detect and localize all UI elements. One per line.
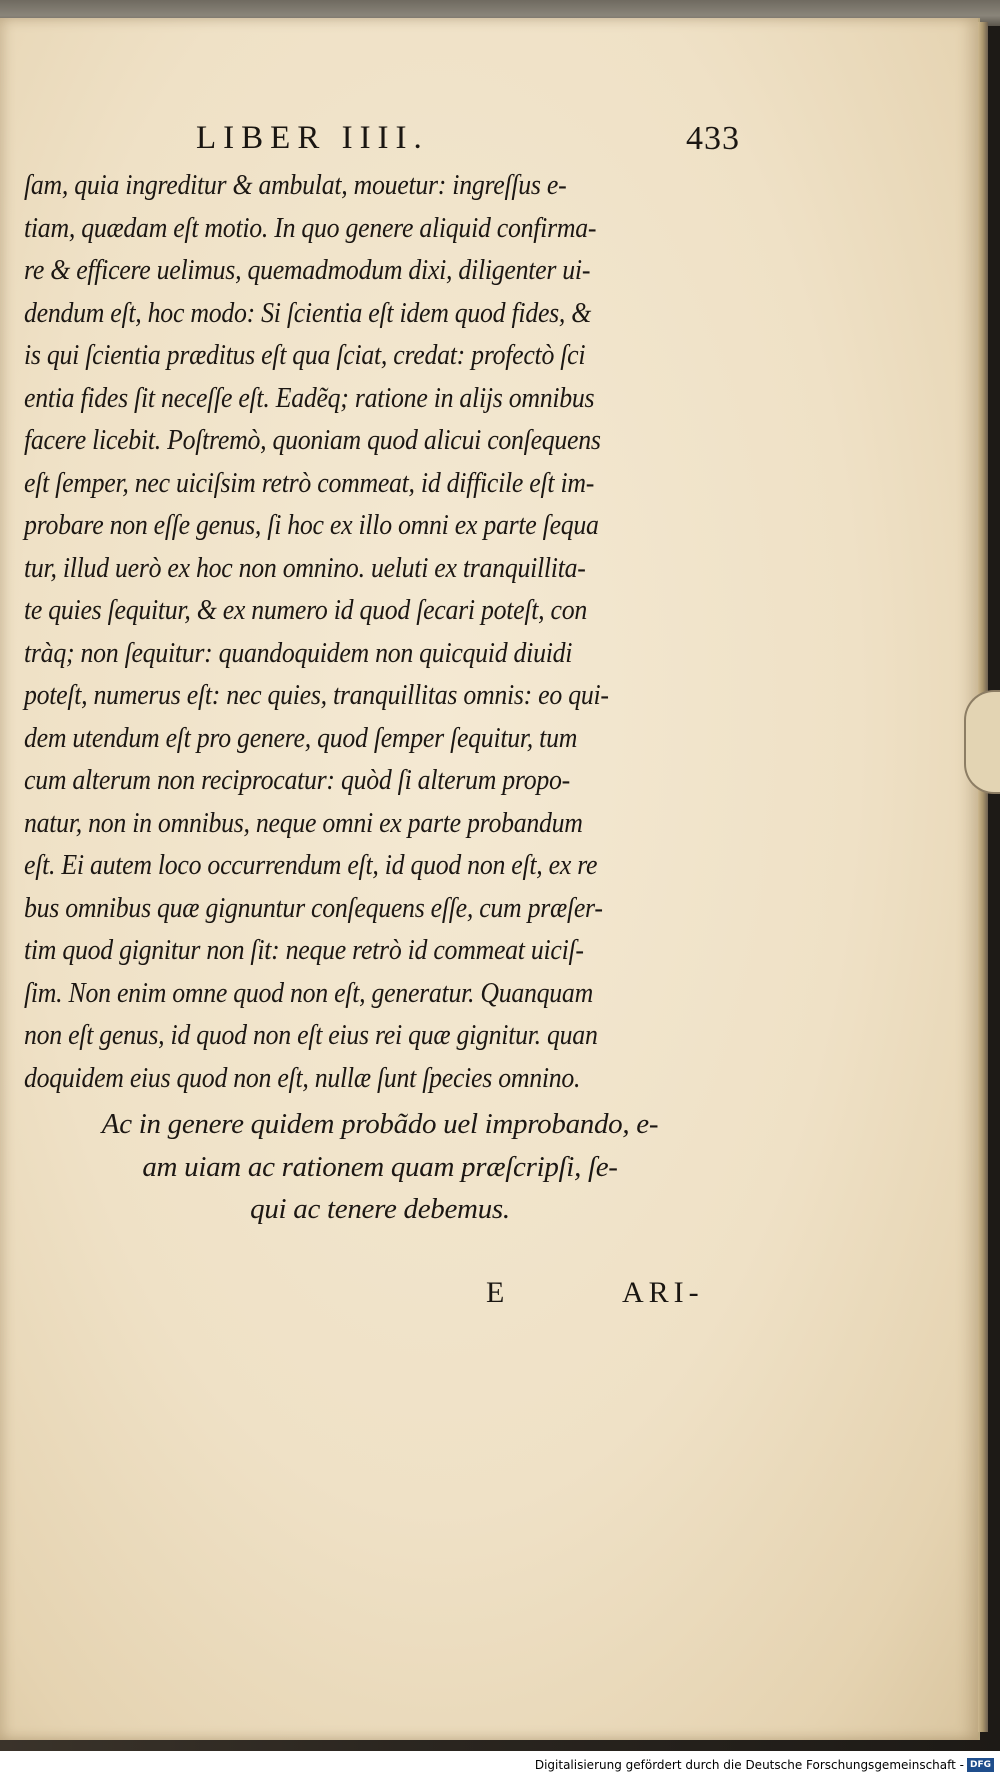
text-line: bus omnibus quæ gignuntur conſequens eſſe, cum præſer- xyxy=(24,891,603,924)
text-line: non eſt genus, id quod non eſt eius rei quæ gignitur. quan xyxy=(24,1019,598,1051)
text-line: re & efficere uelimus, quemadmodum dixi, diligenter ui- xyxy=(24,254,591,286)
text-line: ſam, quia ingreditur & ambulat, mouetur: ingreſſus e- xyxy=(24,169,567,201)
digitization-credit: Digitalisierung gefördert durch die Deutsche Forschungsgemeinschaft - xyxy=(534,1758,964,1772)
catchword-line xyxy=(0,1276,978,1316)
text-line: facere licebit. Poſtremò, quoniam quod alicui conſequens xyxy=(24,424,601,456)
text-line: cum alterum non reciprocatur: quòd ſi alterum propo- xyxy=(24,764,570,796)
text-line: is qui ſcientia præditus eſt qua ſciat, credat: profectò ſci xyxy=(24,339,586,371)
text-line: am uiam ac rationem quam præſcripſi, ſe- xyxy=(142,1150,618,1183)
text-line: dendum eſt, hoc modo: Si ſcientia eſt idem quod fides, & xyxy=(24,296,592,329)
text-line: poteſt, numerus eſt: nec quies, tranquillitas omnis: eo qui- xyxy=(24,679,609,711)
text-line: dem utendum eſt pro genere, quod ſemper ſequitur, tum xyxy=(24,721,578,754)
text-line: eſt. Ei autem loco occurrendum eſt, id quod non eſt, ex re xyxy=(24,849,598,881)
text-line: natur, non in omnibus, neque omni ex parte probandum xyxy=(24,806,583,839)
binding-clasp xyxy=(964,690,1000,794)
text-line: te quies ſequitur, & ex numero id quod ſecari poteſt, con xyxy=(24,594,588,626)
footer-bar xyxy=(0,1751,1000,1777)
dfg-logo: DFG xyxy=(967,1758,994,1772)
text-line: tiam, quædam eſt motio. In quo genere aliquid confirma- xyxy=(24,211,597,244)
text-line: entia fides ſit neceſſe eſt. Eadẽq; ratione in alijs omnibus xyxy=(24,381,595,414)
body-text xyxy=(24,164,754,1099)
text-line: probare non eſſe genus, ſi hoc ex illo omni ex parte ſequa xyxy=(24,509,599,541)
book-page xyxy=(0,18,980,1740)
catchword: ARI- xyxy=(622,1276,704,1309)
running-head: LIBER IIII. xyxy=(196,120,429,156)
text-line: tur, illud uerò ex hoc non omnino. ueluti ex tranquillita- xyxy=(24,551,586,584)
text-line: doquidem eius quod non eſt, nullæ ſunt ſpecies omnino. xyxy=(24,1061,581,1094)
text-line: ſim. Non enim omne quod non eſt, generatur. Quanquam xyxy=(24,976,593,1009)
page-header xyxy=(0,120,978,160)
closing-paragraph xyxy=(0,1103,760,1231)
text-line: tim quod gignitur non ſit: neque retrò id commeat uiciſ- xyxy=(24,934,584,966)
text-line: qui ac tenere debemus. xyxy=(250,1193,510,1225)
signature-mark: E xyxy=(486,1276,505,1309)
text-line: eſt ſemper, nec uiciſsim retrò commeat, id difficile eſt im- xyxy=(24,466,595,499)
page-number: 433 xyxy=(686,120,740,157)
text-line: tràq; non ſequitur: quandoquidem non quicquid diuidi xyxy=(24,636,573,669)
page-edge xyxy=(978,22,988,1732)
text-line: Ac in genere quidem probãdo uel improbando, e- xyxy=(101,1108,659,1140)
